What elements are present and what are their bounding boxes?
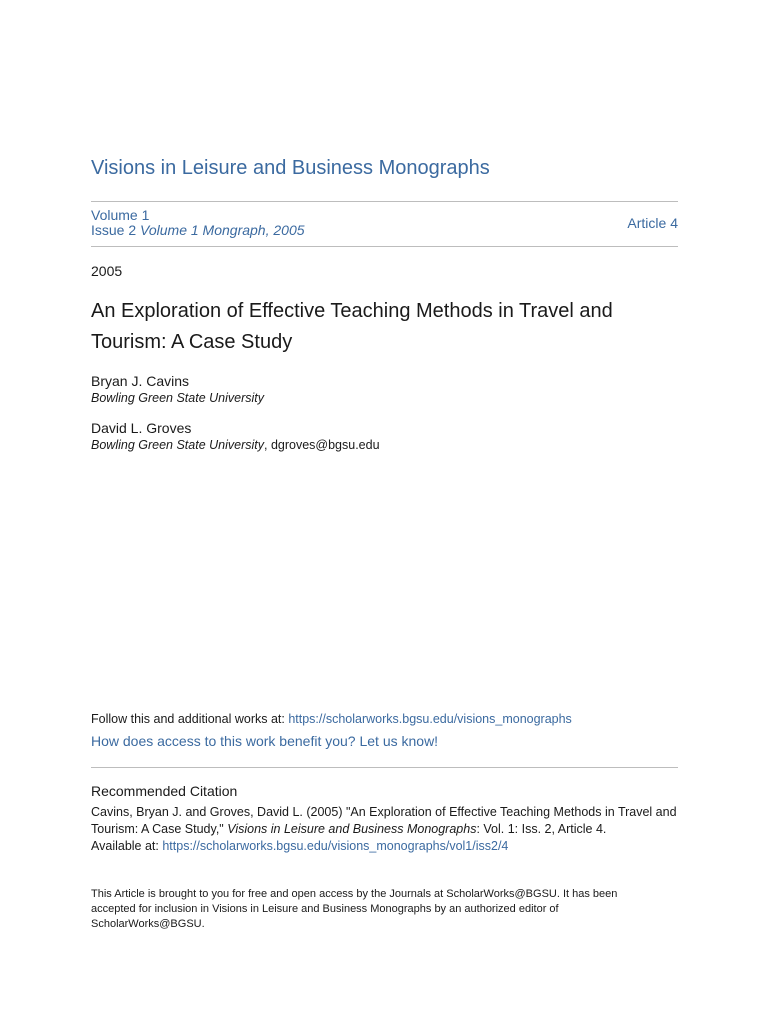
citation-journal: Visions in Leisure and Business Monographs	[227, 822, 477, 836]
journal-title-link[interactable]: Visions in Leisure and Business Monographs	[91, 157, 490, 179]
volume-link[interactable]: Volume 1	[91, 207, 150, 223]
citation-volume: : Vol. 1: Iss. 2, Article 4.	[476, 822, 607, 836]
divider	[91, 246, 678, 247]
follow-text: Follow this and additional works at:	[91, 712, 289, 726]
collection-url-link[interactable]: https://scholarworks.bgsu.edu/visions_monographs	[288, 712, 572, 726]
author-entry	[91, 420, 380, 454]
author-affiliation: Bowling Green State University	[91, 438, 264, 452]
author-email: , dgroves@bgsu.edu	[264, 438, 380, 452]
recommended-citation	[91, 804, 678, 855]
publication-year: 2005	[91, 263, 123, 279]
author-entry	[91, 373, 264, 407]
author-name: David L. Groves	[91, 420, 192, 436]
author-name: Bryan J. Cavins	[91, 373, 190, 389]
access-notice: This Article is brought to you for free and open access by the Journals at ScholarWorks@BGSU. It has been accepted for inclusion in Visions in Leisure and Business Monographs by an authorized editor of ScholarWorks@BGSU.	[91, 888, 618, 930]
article-number-link[interactable]: Article 4	[627, 215, 678, 231]
divider	[91, 201, 678, 202]
citation-text: Cavins, Bryan J. and Groves, David L. (2005) "An Exploration of Effective Teaching Methods in Travel and Tourism: A Case Study,"	[91, 805, 677, 836]
article-title: An Exploration of Effective Teaching Methods in Travel and Tourism: A Case Study	[91, 300, 613, 353]
issue-title: Volume 1 Mongraph, 2005	[140, 222, 305, 238]
article-url-link[interactable]: https://scholarworks.bgsu.edu/visions_monographs/vol1/iss2/4	[162, 839, 509, 853]
feedback-link[interactable]: How does access to this work benefit you? Let us know!	[91, 733, 439, 749]
available-label: Available at:	[91, 839, 163, 853]
cover-page	[91, 0, 678, 1024]
author-affiliation: Bowling Green State University	[91, 391, 264, 405]
citation-heading: Recommended Citation	[91, 783, 238, 799]
follow-line	[91, 712, 572, 726]
divider	[91, 767, 678, 768]
issue-link[interactable]: Issue 2	[91, 222, 137, 238]
issue-info	[91, 208, 305, 238]
